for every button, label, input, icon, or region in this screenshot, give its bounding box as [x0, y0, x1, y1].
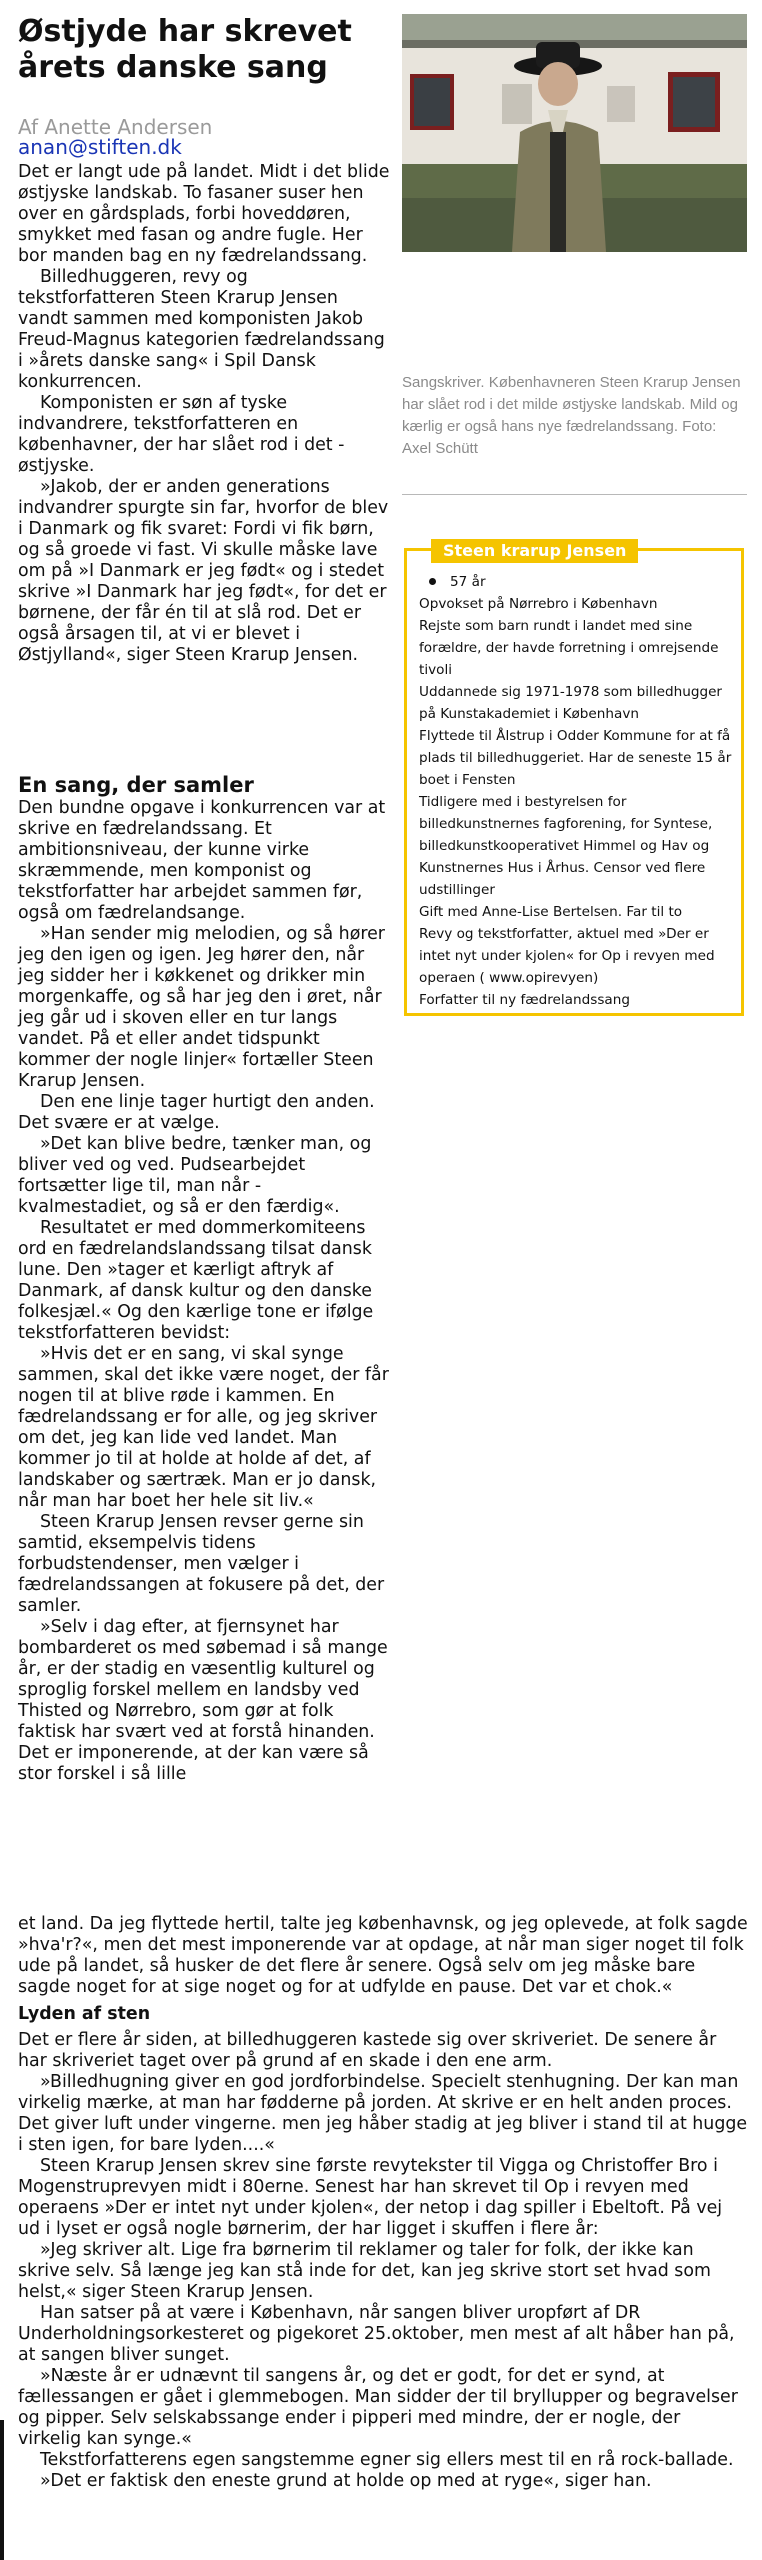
photo-caption: Sangskriver. Københavneren Steen Krarup Jensen har slået rod i det milde østjyske landskab. Mild og kærlig er også hans nye fædrelandssang. Foto: Axel Schütt: [402, 374, 741, 457]
paragraph: »Jakob, der er anden generations indvandrer spurgte sin far, hvorfor de blev i Danmark og fik svaret: Fordi vi fik børn, og så groede vi fast. Vi skulle måske lave om på »I Danmark er jeg født« og i stedet skrive »I Danmark har jeg født«, for det er børnene, der får én til at slå rod. Det er også årsagen til, at vi er blevet i Østjylland«, siger Steen Krarup Jensen.: [18, 477, 389, 665]
byline: Af Anette Andersen: [18, 115, 213, 139]
paragraph: »Han sender mig melodien, og så hører jeg den igen og igen. Jeg hører den, når jeg sidder her i køkkenet og drikker min morgenkaffe, og så har jeg den i øret, når jeg går ud i skoven eller en tur langs vandet. På et eller andet tidspunkt kommer der nogle linjer« fortæller Steen Krarup Jensen.: [18, 924, 385, 1091]
body-full-width: [18, 1914, 748, 1998]
paragraph: Komponisten er søn af tyske indvandrere, tekstforfatteren en københavner, der har slået rod i det - østjyske.: [18, 393, 345, 476]
paragraph: Den bundne opgave i konkurrencen var at skrive en fædrelandssang. Et ambitionsniveau, der kunne virke skræmmende, men komponist og tekstforfatter har arbejdet sammen før, også om fædrelandsange.: [18, 798, 386, 923]
headline-line-1: Østjyde har skrevet: [18, 14, 352, 49]
paragraph: Det er langt ude på landet. Midt i det blide østjyske landskab. To fasaner suser hen over en gårdsplads, forbi hoveddøren, smykket med fasan og andre fugle. Her bor manden bag en ny fædrelandssang.: [18, 162, 390, 266]
fact-line: Tidligere med i bestyrelsen for billedkunstnernes fagforening, for Syntese, billedkunstkooperativet Himmel og Hav og Kunstnernes Hus i Århus. Censor ved flere udstillinger: [419, 794, 713, 898]
paragraph: Resultatet er med dommerkomiteens ord en fædrelandslandssang tilsat dansk lune. Den »tager et kærligt aftryk af Danmark, af dansk kultur og den danske folkesjæl.« Og den kærlige tone er ifølge tekstforfatteren bevidst:: [18, 1218, 374, 1343]
fact-box-body: [419, 571, 735, 1011]
paragraph: »Det er faktisk den eneste grund at holde op med at ryge«, siger han.: [40, 2471, 652, 2491]
fact-box: [404, 541, 744, 1016]
photo-illustration: [402, 14, 747, 252]
subheading-en-sang: En sang, der samler: [18, 773, 254, 797]
fact-line: Opvokset på Nørrebro i København: [419, 596, 658, 612]
paragraph: et land. Da jeg flyttede hertil, talte jeg københavnsk, og jeg oplevede, at folk sagde »hva'r?«, men det mest imponerende var at opdage, at når man siger noget til folk ude på landet, så husker de det flere år senere. Også selv om jeg måske bare sagde noget for at sige noget og for at udfylde en pause. Det var et chok.«: [18, 1914, 748, 1997]
fact-line: Rejste som barn rundt i landet med sine forældre, der havde forretning i omrejsende tivoli: [419, 618, 719, 678]
paragraph: Han satser på at være i København, når sangen bliver uropført af DR Underholdningsorkesteret og pigekoret 25.oktober, men mest af alt håber han på, at sangen bliver sunget.: [18, 2303, 735, 2365]
paragraph: Det er flere år siden, at billedhuggeren kastede sig over skriveriet. De senere år har skriveriet taget over på grund af en skade i den ene arm.: [18, 2030, 717, 2071]
bullet-icon: [429, 578, 436, 585]
fact-line: Revy og tekstforfatter, aktuel med »Der er intet nyt under kjolen« for Op i revyen med operaen ( www.opirevyen): [419, 926, 715, 986]
paragraph: »Jeg skriver alt. Lige fra børnerim til reklamer og taler for folk, der ikke kan skrive selv. Så længe jeg kan stå inde for det, kan jeg skrive stort set hvad som helst,« siger Steen Krarup Jensen.: [18, 2240, 711, 2302]
page-edge-bar: [0, 2420, 4, 2560]
headline: [18, 14, 388, 86]
paragraph: »Selv i dag efter, at fjernsynet har bombarderet os med søbemad i så mange år, er der stadig en væsentlig kulturel og sproglig forskel mellem en landsby ved Thisted og Nørrebro, som gør at folk faktisk har svært ved at forstå hinanden. Det er imponerende, at der kan være så stor forskel i så lille: [18, 1617, 388, 1784]
paragraph: Steen Krarup Jensen skrev sine første revytekster til Vigga og Christoffer Bro i Mogenstruprevyen midt i 80erne. Senest har han skrevet til Op i revyen med operaens »Der er intet nyt under kjolen«, der netop i dag spiller i Ebeltoft. På vej ud i lyset er også nogle børnerim, der har ligget i skuffen i flere år:: [18, 2156, 723, 2239]
fact-box-title: Steen krarup Jensen: [431, 539, 638, 563]
paragraph: Billedhuggeren, revy og tekstforfatteren Steen Krarup Jensen vandt sammen med komponisten Jakob Freud-Magnus kategorien fædrelandssang i »årets danske sang« i Spil Dansk konkurrencen.: [18, 267, 385, 392]
headline-line-2: årets danske sang: [18, 50, 328, 85]
fact-age-row: [419, 571, 735, 593]
fact-line: Forfatter til ny fædrelandssang: [419, 992, 630, 1008]
subheading-lyden-af-sten: Lyden af sten: [18, 2004, 151, 2024]
paragraph: Den ene linje tager hurtigt den anden. Det svære er at vælge.: [18, 1092, 375, 1133]
author-email-link[interactable]: anan@stiften.dk: [18, 135, 182, 159]
paragraph: »Det kan blive bedre, tænker man, og bliver ved og ved. Pudsearbejdet fortsætter lige til, man når - kvalmestadiet, og så er den færdig«.: [18, 1134, 372, 1217]
fact-line: Flyttede til Ålstrup i Odder Kommune for at få plads til billedhuggeriet. Har de seneste 15 år boet i Fensten: [419, 728, 732, 788]
divider: [402, 494, 747, 495]
paragraph: »Billedhugning giver en god jordforbindelse. Specielt stenhugning. Der kan man virkelig mærke, at man har fødderne på jorden. At skrive er en helt anden proces. Det giver luft under vingerne. men jeg håber stadig at jeg bliver i stand til at hugge i sten igen, for bare lyden....«: [18, 2072, 748, 2155]
body-full-width-c: [18, 2030, 748, 2492]
fact-age: 57 år: [450, 574, 486, 590]
paragraph: »Næste år er udnævnt til sangens år, og det er godt, for det er synd, at fællessangen er gået i glemmebogen. Man sidder der til bryllupper og begravelser og pipper. Selv selskabssange ender i pipperi med mindre, der er nogle, der virkelig kan synge.«: [18, 2366, 738, 2449]
paragraph: Steen Krarup Jensen revser gerne sin samtid, eksempelvis tidens forbudstendenser, men vælger i fædrelandssangen at fokusere på det, der samler.: [18, 1512, 385, 1616]
article-photo: [402, 14, 747, 252]
fact-line: Uddannede sig 1971-1978 som billedhugger på Kunstakademiet i København: [419, 684, 723, 722]
paragraph: »Hvis det er en sang, vi skal synge sammen, skal det ikke være noget, der får nogen til at blive røde i kammen. En fædrelandssang er for alle, og jeg skriver om det, jeg kan lide ved landet. Man kommer jo til at holde at holde af det, af landskaber og særtræk. Man er jo dansk, når man har boet her hele sit liv.«: [18, 1344, 389, 1511]
body-column-b: [18, 798, 390, 1785]
body-column-a: [18, 162, 390, 666]
paragraph: Tekstforfatterens egen sangstemme egner sig ellers mest til en rå rock-ballade.: [40, 2450, 734, 2470]
fact-line: Gift med Anne-Lise Bertelsen. Far til to: [419, 904, 683, 920]
